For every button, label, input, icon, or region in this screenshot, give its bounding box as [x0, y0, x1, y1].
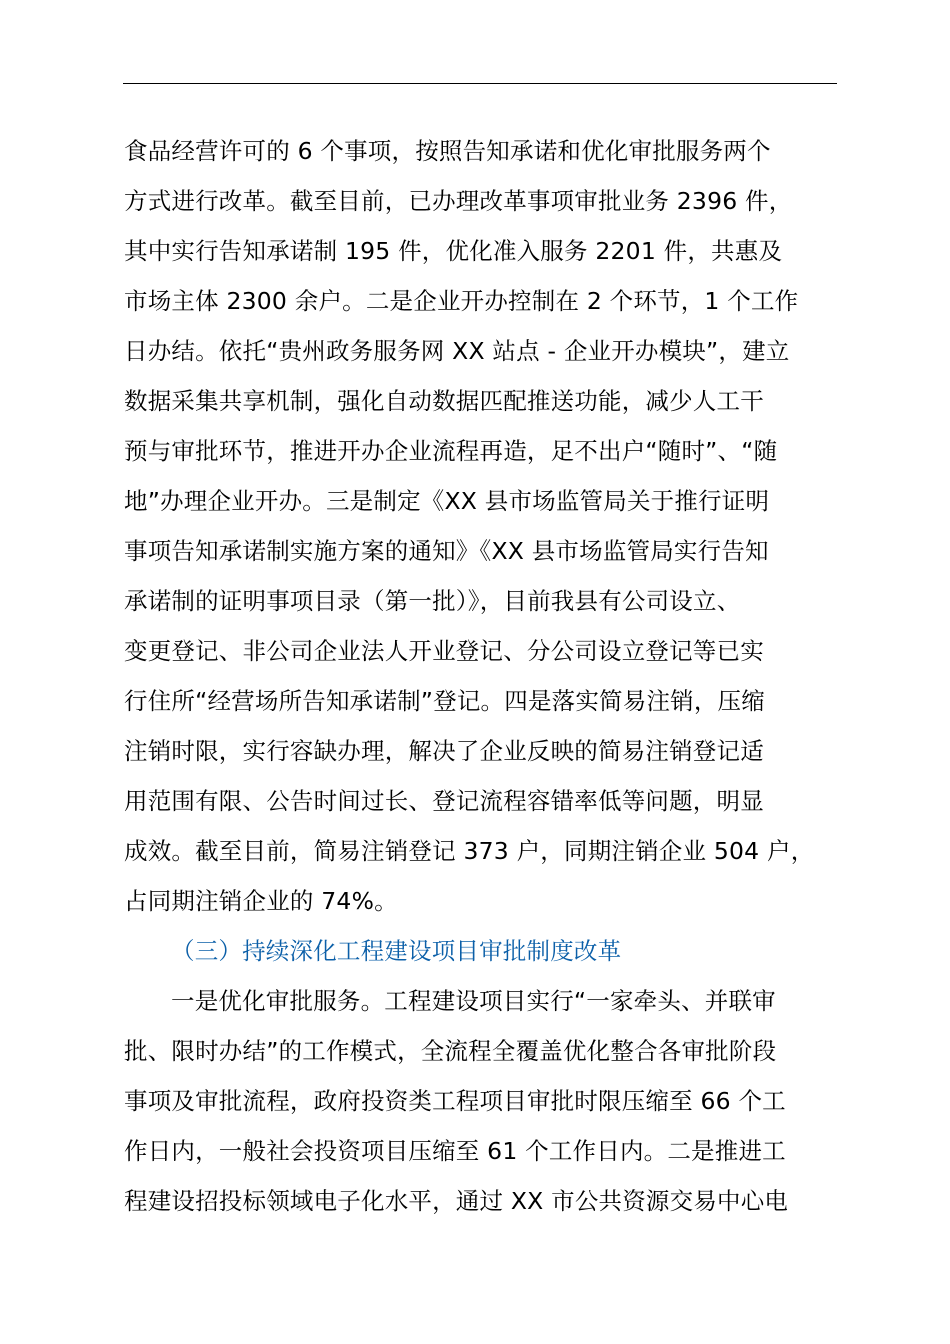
text-line: 批、限时办结”的工作模式，全流程全覆盖优化整合各审批阶段: [124, 1037, 777, 1065]
text-line: 预与审批环节，推进开办企业流程再造，足不出户“随时”、“随: [124, 437, 778, 465]
body-text: [124, 126, 864, 1226]
text-line: 成效。截至目前，简易注销登记 373 户，同期注销企业 504 户，: [124, 837, 815, 865]
text-line: 数据采集共享机制，强化自动数据匹配推送功能，减少人工干: [124, 387, 764, 415]
text-line: 日办结。依托“贵州政务服务网 XX 站点 - 企业开办模块”，建立: [124, 337, 790, 365]
paragraph-first-line: 一是优化审批服务。工程建设项目实行“一家牵头、并联审: [171, 987, 776, 1015]
text-line: 食品经营许可的 6 个事项，按照告知承诺和优化审批服务两个: [124, 137, 771, 165]
text-line: 用范围有限、公告时间过长、登记流程容错率低等问题，明显: [124, 787, 764, 815]
section-heading: （三）持续深化工程建设项目审批制度改革: [171, 937, 622, 965]
text-line: 方式进行改革。截至目前，已办理改革事项审批业务 2396 件，: [124, 187, 793, 215]
text-line: 其中实行告知承诺制 195 件，优化准入服务 2201 件，共惠及: [124, 237, 783, 265]
text-line: 承诺制的证明事项目录（第一批）》，目前我县有公司设立、: [124, 587, 741, 615]
text-line: 程建设招投标领域电子化水平，通过 XX 市公共资源交易中心电: [124, 1187, 789, 1215]
text-line: 注销时限，实行容缺办理，解决了企业反映的简易注销登记适: [124, 737, 764, 765]
text-line: 市场主体 2300 余户。二是企业开办控制在 2 个环节，1 个工作: [124, 287, 799, 315]
text-line: 变更登记、非公司企业法人开业登记、分公司设立登记等已实: [124, 637, 764, 665]
text-line: 地”办理企业开办。三是制定《XX 县市场监管局关于推行证明: [124, 487, 770, 515]
text-line: 行住所“经营场所告知承诺制”登记。四是落实简易注销，压缩: [124, 687, 765, 715]
text-line: 作日内，一般社会投资项目压缩至 61 个工作日内。二是推进工: [124, 1137, 786, 1165]
text-line: 事项及审批流程，政府投资类工程项目审批时限压缩至 66 个工: [124, 1087, 786, 1115]
header-rule: [123, 83, 837, 84]
text-line: 事项告知承诺制实施方案的通知》《XX 县市场监管局实行告知: [124, 537, 769, 565]
text-line: 占同期注销企业的 74%。: [124, 887, 398, 915]
